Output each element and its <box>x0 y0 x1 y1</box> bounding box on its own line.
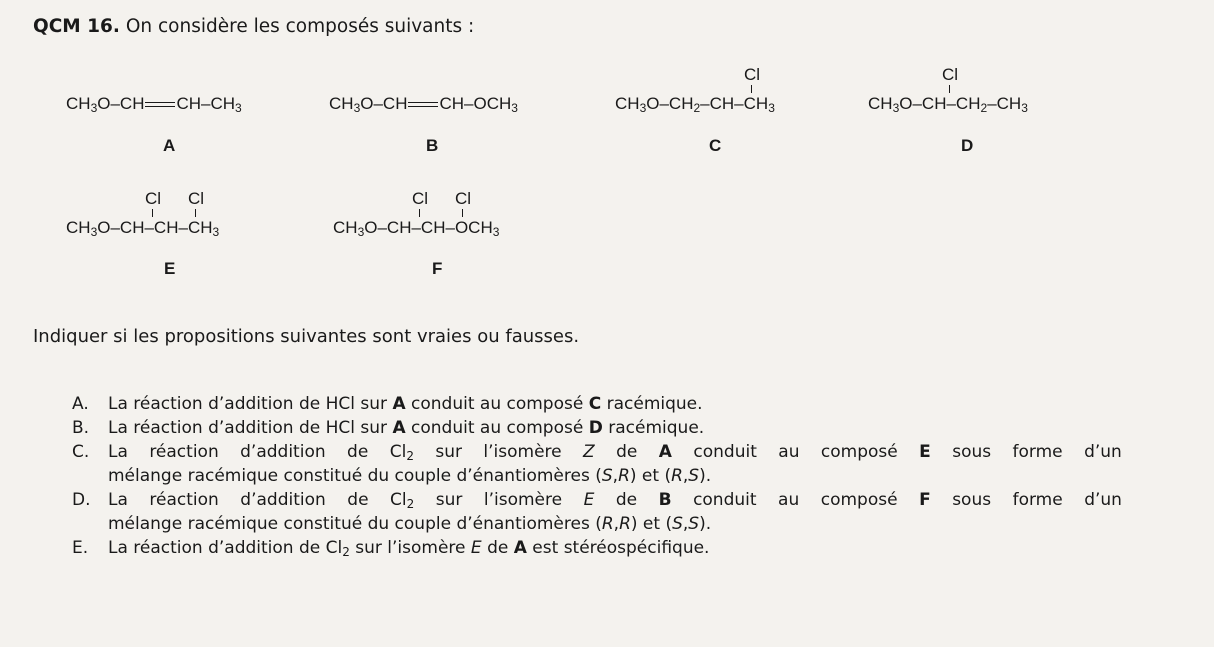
molecule-label-b: B <box>426 136 439 155</box>
single-bond <box>419 209 420 217</box>
chlorine-substituent: Cl <box>942 65 959 84</box>
chlorine-substituent: Cl <box>412 189 429 208</box>
double-bond <box>145 100 175 110</box>
single-bond <box>751 85 752 93</box>
double-bond <box>408 100 438 110</box>
molecule-label-a: A <box>163 136 176 155</box>
proposition-e: E. La réaction d’addition de $Cl_2$ sur l’isomère E de A est stéréospécifique. <box>72 538 710 559</box>
proposition-b: B. La réaction d’addition de HCl sur A conduit au composé D racémique. <box>72 418 705 438</box>
molecule-label-f: F <box>432 259 443 278</box>
single-bond <box>195 209 196 217</box>
question-title <box>33 16 474 37</box>
proposition-c: C. La réaction d’addition de $Cl_2$ sur l’isomère Z de A conduit au composé E sous forme d’un mélange racémique constitué du couple d’énantiomères (S,R) et (R,S). <box>72 442 1122 486</box>
molecule-f: $CH_3O-CH-CH-OCH_3$ <box>333 218 500 239</box>
molecule-e: $CH_3O-CH-CH-CH_3$ <box>66 218 220 239</box>
chlorine-substituent: Cl <box>188 189 205 208</box>
single-bond <box>949 85 950 93</box>
molecule-label-c: C <box>709 136 722 155</box>
molecule-a: $CH_3O-CH$ $CH-CH_3$ <box>66 94 242 115</box>
single-bond <box>152 209 153 217</box>
proposition-a: A. La réaction d’addition de HCl sur A conduit au composé C racémique. <box>72 394 703 414</box>
chlorine-substituent: Cl <box>455 189 472 208</box>
molecule-label-d: D <box>961 136 974 155</box>
proposition-letter: E. <box>72 538 89 558</box>
question-intro: On considère les composés suivants : <box>125 16 475 37</box>
propositions-list <box>72 392 1132 560</box>
proposition-letter: A. <box>72 394 89 414</box>
proposition-letter: D. <box>72 490 91 510</box>
molecule-label-e: E <box>164 259 176 278</box>
single-bond <box>462 209 463 217</box>
chlorine-substituent: Cl <box>145 189 162 208</box>
proposition-d: D. La réaction d’addition de $Cl_2$ sur l’isomère E de B conduit au composé F sous forme d’un mélange racémique constitué du couple d’énantiomères (R,R) et (S,S). <box>72 490 1122 534</box>
molecule-d: $CH_3O-CH-CH_2-CH_3$ <box>868 94 1028 115</box>
molecule-c: $CH_3O-CH_2-CH-CH_3$ <box>615 94 775 115</box>
instruction-text: Indiquer si les propositions suivantes sont vraies ou fausses. <box>33 326 580 347</box>
molecule-b: $CH_3O-CH$ $CH-OCH_3$ <box>329 94 518 115</box>
chlorine-substituent: Cl <box>744 65 761 84</box>
proposition-letter: B. <box>72 418 90 438</box>
question-number: QCM 16. <box>33 16 120 37</box>
proposition-letter: C. <box>72 442 90 462</box>
